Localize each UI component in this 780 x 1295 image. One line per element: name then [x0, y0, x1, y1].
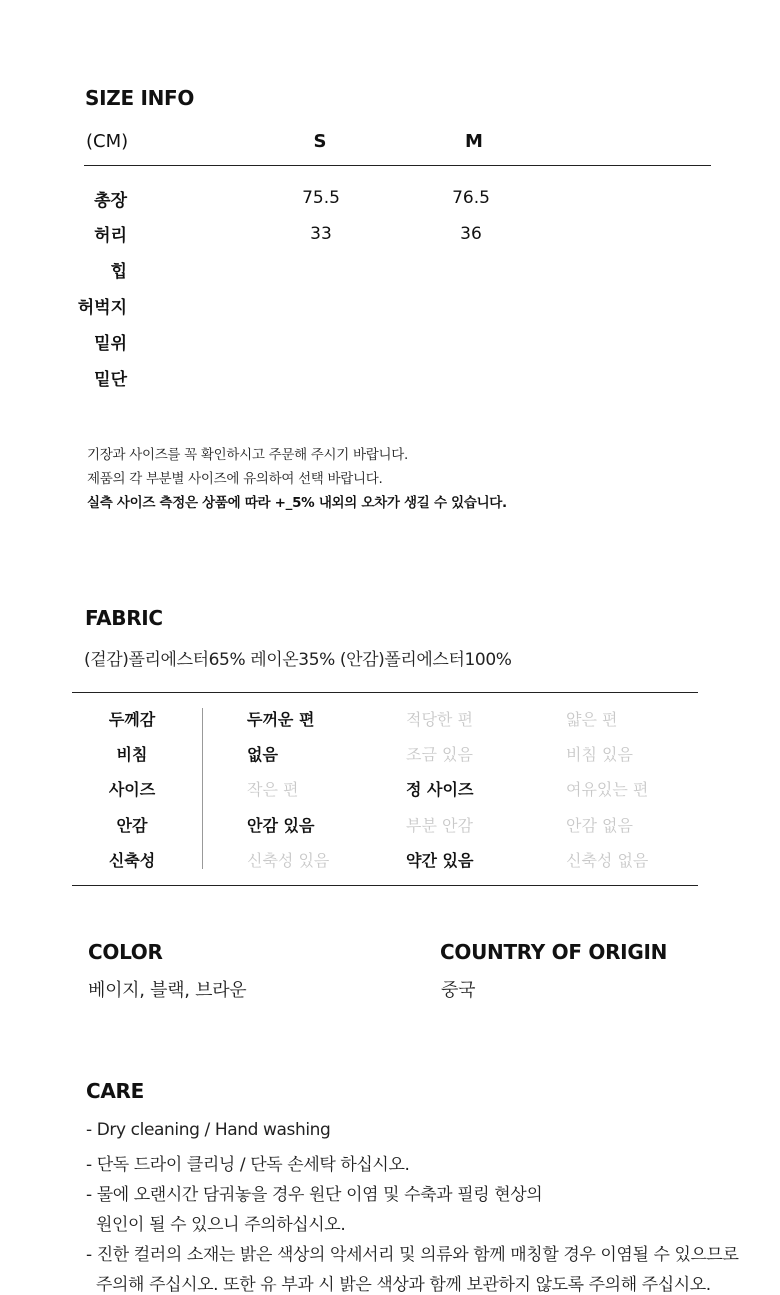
- size-unit-label: (CM): [86, 131, 129, 152]
- fabric-table-bottom-border: [72, 885, 698, 886]
- fabric-composition: (겉감)폴리에스터65% 레이온35% (안감)폴리에스터100%: [84, 650, 512, 670]
- fabric-option: 얇은 편: [566, 710, 618, 729]
- size-value: 33: [310, 224, 332, 244]
- fabric-title: FABRIC: [85, 606, 163, 630]
- fabric-option: 조금 있음: [406, 745, 473, 764]
- fabric-option: 신축성 있음: [247, 851, 330, 870]
- fabric-option: 안감 없음: [566, 816, 633, 835]
- fabric-option: 여유있는 편: [566, 780, 649, 799]
- fabric-option: 적당한 편: [406, 710, 473, 729]
- origin-title: COUNTRY OF ORIGIN: [440, 940, 668, 964]
- care-line: - Dry cleaning / Hand washing: [86, 1120, 331, 1140]
- size-note: 제품의 각 부분별 사이즈에 유의하여 선택 바랍니다.: [87, 471, 383, 487]
- fabric-option-selected: 정 사이즈: [406, 780, 474, 799]
- size-value: 75.5: [302, 188, 340, 208]
- fabric-option-selected: 약간 있음: [406, 851, 474, 870]
- size-row-label: 허벅지: [77, 298, 127, 318]
- fabric-option-selected: 없음: [247, 745, 278, 764]
- size-column-s: S: [313, 131, 327, 152]
- fabric-option-selected: 두꺼운 편: [247, 710, 315, 729]
- fabric-option: 작은 편: [247, 780, 299, 799]
- color-value: 베이지, 블랙, 브라운: [88, 980, 247, 1001]
- size-row-label: 허리: [94, 226, 127, 246]
- care-line: - 진한 컬러의 소재는 밝은 색상의 악세서리 및 의류와 함께 매칭할 경우 이염될 수 있으므로: [86, 1245, 739, 1265]
- fabric-option: 비침 있음: [566, 745, 633, 764]
- size-info-title: SIZE INFO: [85, 86, 195, 110]
- fabric-option: 신축성 없음: [566, 851, 649, 870]
- size-note: 기장과 사이즈를 꼭 확인하시고 주문해 주시기 바랍니다.: [87, 447, 408, 463]
- fabric-table-top-border: [72, 692, 698, 693]
- care-title: CARE: [86, 1079, 145, 1103]
- care-line: - 단독 드라이 클리닝 / 단독 손세탁 하십시오.: [86, 1155, 410, 1175]
- size-row-label: 총장: [94, 191, 127, 211]
- size-row-label: 밑위: [94, 334, 127, 354]
- color-title: COLOR: [88, 940, 163, 964]
- size-row-label: 밑단: [94, 370, 127, 390]
- fabric-attribute-label: 신축성: [108, 851, 156, 870]
- care-line: 원인이 될 수 있으니 주의하십시오.: [86, 1215, 346, 1235]
- fabric-option-selected: 안감 있음: [247, 816, 315, 835]
- size-value: 36: [460, 224, 482, 244]
- origin-value: 중국: [441, 980, 476, 1001]
- fabric-attribute-label: 두께감: [108, 710, 156, 729]
- fabric-table-divider: [202, 708, 203, 869]
- fabric-attribute-label: 사이즈: [108, 780, 156, 799]
- care-line: 주의해 주십시오. 또한 유 부과 시 밝은 색상과 함께 보관하지 않도록 주의해 주십시오.: [86, 1275, 711, 1295]
- fabric-attribute-label: 비침: [116, 745, 148, 764]
- size-header-divider: [84, 165, 711, 166]
- size-value: 76.5: [452, 188, 490, 208]
- size-note-emphasis: 실측 사이즈 측정은 상품에 따라 +_5% 내외의 오차가 생길 수 있습니다.: [87, 495, 507, 511]
- fabric-option: 부분 안감: [406, 816, 473, 835]
- fabric-attribute-label: 안감: [116, 816, 148, 835]
- care-line: - 물에 오랜시간 담궈놓을 경우 원단 이염 및 수축과 필링 현상의: [86, 1185, 543, 1205]
- size-row-label: 힙: [110, 262, 127, 282]
- size-column-m: M: [465, 131, 483, 152]
